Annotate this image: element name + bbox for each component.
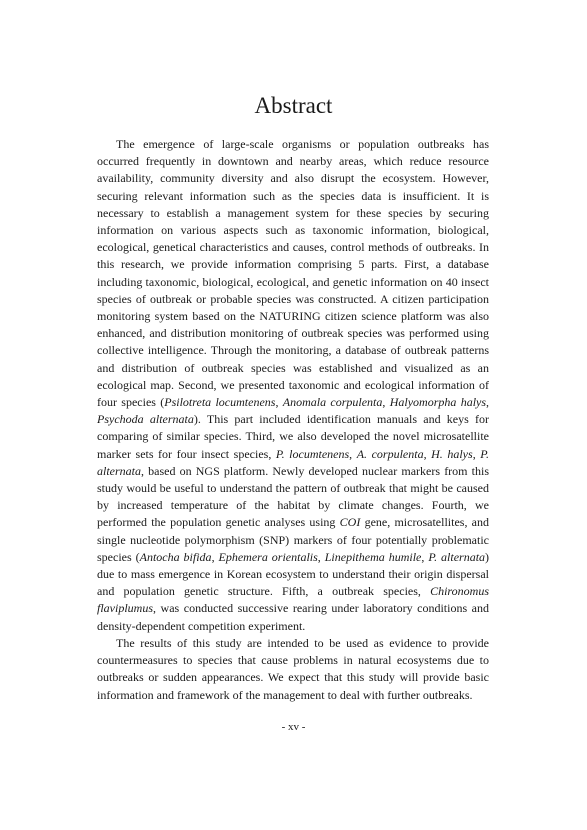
text-run: , [349, 446, 357, 461]
text-run: gene, microsatellites, and single nucleotide polymorphism (SNP) markers of four potentially problematic species ( [97, 515, 489, 564]
text-run: , [275, 395, 283, 410]
species-name: P. alternata [428, 549, 486, 564]
species-name: H. halys [431, 446, 473, 461]
text-run: , [486, 395, 490, 410]
text-run: , [317, 549, 325, 564]
page-number: - xv - [281, 721, 306, 733]
text-run: The results of this study are intended to be used as evidence to provide countermeasures to species that cause problems in natural ecosystems due to outbreaks or sudden appearances. We expect that this study will provide basic information and framework of the management to deal with further outbreaks. [97, 635, 489, 702]
species-name: Ephemera orientalis [218, 549, 318, 564]
species-name: Antocha bifida [139, 549, 212, 564]
species-name: Psilotreta locumtenens [164, 395, 276, 410]
text-run: ). This part included identification manuals and keys for comparing of similar species. Third, we also developed the novel microsatellite marker sets for four insect species, [97, 412, 489, 461]
species-name: A. corpulenta [356, 446, 424, 461]
text-run: ) due to mass emergence in Korean ecosystem to understand their origin dispersal and population genetic structure. Fifth, a outbreak species, [97, 549, 490, 599]
abstract-body [97, 136, 489, 704]
species-name: Halyomorpha halys [389, 395, 487, 410]
abstract-paragraph-1 [97, 136, 489, 635]
species-name: Anomala corpulenta [282, 395, 383, 410]
species-name: Chironomus flaviplumus [97, 584, 489, 616]
text-run: , [472, 446, 481, 461]
text-run: , [211, 549, 219, 564]
species-name: Psychoda alternata [97, 412, 194, 427]
text-run: , [382, 395, 390, 410]
species-name: COI [339, 515, 361, 530]
abstract-paragraph-2 [97, 635, 489, 704]
text-run: , [423, 446, 432, 461]
page-title: Abstract [254, 93, 333, 118]
text-run: , [421, 549, 429, 564]
species-name: P. alternata [97, 446, 490, 478]
text-run: The emergence of large-scale organisms or population outbreaks has occurred frequently in downtown and nearby areas, which reduce resource availability, community diversity and also disrupt the ecosystem. However, securing relevant information such as the species data is insufficient. It is necessary to establish a management system for these species by securing information on various aspects such as taxonomic information, biological, ecological, genetical characteristics and causes, control methods of outbreaks. In this research, we provide information comprising 5 parts. First, a database including taxonomic, biological, ecological, and genetic information on 40 insect species of outbreak or probable species was constructed. A citizen participation monitoring system based on the NATURING citizen science platform was also enhanced, and distribution monitoring of outbreak species was performed using collective intelligence. Through the monitoring, a database of outbreak patterns and distribution of outbreak species was established and visualized as an ecological map. Second, we presented taxonomic and ecological information of four species ( [97, 137, 489, 410]
text-run: , based on NGS platform. Newly developed nuclear markers from this study would be useful to understand the pattern of outbreak that might be caused by increased temperature of the habitat by climate changes. Fourth, we performed the population genetic analyses using [97, 463, 489, 530]
species-name: P. locumtenens [275, 446, 350, 461]
text-run: , was conducted successive rearing under laboratory conditions and density-dependent competition experiment. [97, 601, 489, 633]
species-name: Linepithema humile [324, 549, 422, 564]
